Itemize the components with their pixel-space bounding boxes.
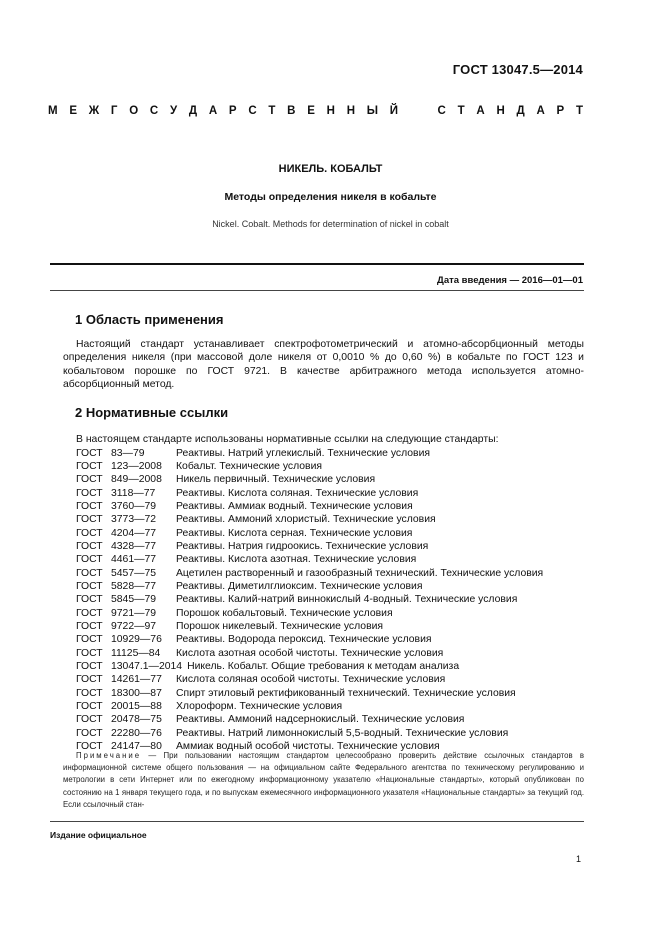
reference-prefix: ГОСТ [76, 674, 103, 686]
banner-letter: Д [188, 105, 198, 117]
reference-prefix: ГОСТ [76, 554, 103, 566]
banner-letter: А [536, 105, 545, 117]
reference-prefix: ГОСТ [76, 487, 103, 499]
banner-letter: Т [457, 105, 465, 117]
reference-number: 3760—79 [111, 500, 157, 512]
reference-number: 4328—77 [111, 540, 157, 552]
reference-number: 14261—77 [111, 674, 162, 686]
banner-letter: Й [389, 105, 399, 117]
reference-prefix: ГОСТ [76, 580, 103, 592]
reference-number: 20015—88 [111, 701, 162, 713]
reference-prefix: ГОСТ [76, 634, 103, 646]
reference-item [76, 500, 543, 513]
standard-number: ГОСТ 13047.5—2014 [452, 62, 583, 77]
reference-item [76, 727, 543, 740]
banner-letter: Е [307, 105, 315, 117]
reference-item [76, 620, 543, 633]
introduction-date: Дата введения — 2016—01—01 [437, 275, 583, 286]
banner-letter: М [48, 105, 58, 117]
footer-divider [50, 821, 584, 822]
banner-letter: Н [346, 105, 356, 117]
banner-letter: В [287, 105, 296, 117]
reference-number: 20478—75 [111, 714, 162, 726]
reference-item [76, 567, 543, 580]
banner-letter: Р [556, 105, 565, 117]
title-divider-thick [50, 263, 584, 265]
page-number: 1 [575, 854, 581, 864]
reference-title: Никель первичный. Технические условия [176, 474, 376, 486]
reference-number: 22280—76 [111, 727, 162, 739]
section-2-heading: 2 Нормативные ссылки [75, 405, 229, 420]
reference-prefix: ГОСТ [76, 620, 103, 632]
references-note [63, 750, 584, 811]
reference-item [76, 713, 543, 726]
banner-letter: С [437, 105, 446, 117]
reference-prefix: ГОСТ [76, 500, 103, 512]
banner-letter: О [129, 105, 139, 117]
section-1-heading: 1 Область применения [75, 312, 224, 327]
reference-number: 5845—79 [111, 594, 157, 606]
reference-prefix: ГОСТ [76, 741, 103, 753]
reference-title: Реактивы. Аммиак водный. Технические условия [176, 500, 413, 512]
reference-number: 11125—84 [111, 647, 161, 659]
reference-item [76, 593, 543, 606]
banner-letter: Т [268, 105, 276, 117]
reference-item [76, 473, 543, 486]
reference-title: Хлороформ. Технические условия [176, 701, 343, 713]
banner-letter: А [208, 105, 218, 117]
banner-letter: Г [110, 105, 118, 117]
document-title: НИКЕЛЬ. КОБАЛЬТ [278, 163, 383, 175]
reference-title: Реактивы. Кислота соляная. Технические условия [176, 487, 419, 499]
reference-item [76, 513, 543, 526]
reference-title: Реактивы. Кислота серная. Технические условия [176, 527, 413, 539]
reference-prefix: ГОСТ [76, 540, 103, 552]
reference-number: 4204—77 [111, 527, 157, 539]
section-1-text: Настоящий стандарт устанавливает спектрофотометрический и атомно-абсорбционный методы определения никеля (при массовой доле никеля от 0,0010 % до 0,60 %) в кобальте по ГОСТ 123 и кобальтовом порошке по ГОСТ 9721. В качестве арбитражного метода используется атомно-абсорбционный метод. [63, 339, 584, 391]
reference-number: 5457—75 [111, 567, 157, 579]
english-title: Nickel. Cobalt. Methods for determination of nickel in cobalt [212, 219, 449, 229]
reference-item [76, 607, 543, 620]
reference-number: 24147—80 [111, 741, 162, 753]
reference-title: Реактивы. Аммоний хлористый. Технические условия [176, 514, 436, 526]
reference-title: Реактивы. Аммоний надсернокислый. Технические условия [176, 714, 465, 726]
banner-letter: Ы [366, 105, 379, 117]
document-subtitle: Методы определения никеля в кобальте [224, 191, 437, 203]
reference-item [76, 580, 543, 593]
note-label: Примечание [76, 751, 142, 760]
banner-letter: Т [575, 105, 583, 117]
reference-title: Аммиак водный особой чистоты. Технические условия [176, 741, 440, 753]
reference-item [76, 700, 543, 713]
title-divider-thin [50, 290, 584, 291]
banner-letter: А [476, 105, 485, 117]
reference-title: Реактивы. Кислота азотная. Технические условия [176, 554, 417, 566]
reference-number: 849—2008 [111, 474, 162, 486]
reference-item [76, 660, 543, 673]
reference-prefix: ГОСТ [76, 607, 103, 619]
reference-number: 18300—87 [111, 687, 162, 699]
reference-prefix: ГОСТ [76, 567, 103, 579]
banner-letter: С [149, 105, 159, 117]
reference-title: Кобальт. Технические условия [176, 460, 323, 472]
reference-number: 9721—79 [111, 607, 157, 619]
reference-prefix: ГОСТ [76, 661, 103, 672]
reference-item [76, 487, 543, 500]
banner-letter: У [169, 105, 178, 117]
normative-references-list [76, 447, 543, 754]
reference-title: Реактивы. Калий-натрий виннокислый 4-водный. Технические условия [176, 594, 518, 606]
banner-letter: Н [326, 105, 335, 117]
reference-item [76, 687, 543, 700]
reference-prefix: ГОСТ [76, 727, 103, 739]
reference-title: Никель. Кобальт. Общие требования к методам анализа [187, 661, 460, 672]
reference-number: 83—79 [111, 447, 145, 459]
interstate-standard-banner [48, 105, 583, 117]
official-edition-label: Издание официальное [50, 830, 147, 840]
reference-title: Порошок никелевый. Технические условия [176, 620, 384, 632]
reference-item [76, 460, 543, 473]
reference-number: 5828—77 [111, 580, 157, 592]
reference-title: Реактивы. Натрия гидроокись. Технические условия [176, 540, 429, 552]
banner-letter: Р [228, 105, 237, 117]
reference-number: 9722—97 [111, 620, 157, 632]
reference-title: Реактивы. Натрий углекислый. Технические условия [176, 447, 430, 459]
reference-prefix: ГОСТ [76, 514, 103, 526]
banner-letter: Д [516, 105, 525, 117]
reference-prefix: ГОСТ [76, 687, 103, 699]
reference-title: Кислота азотная особой чистоты. Технические условия [176, 647, 444, 659]
reference-item [76, 447, 543, 460]
reference-number: 3773—72 [111, 514, 157, 526]
reference-prefix: ГОСТ [76, 527, 103, 539]
section-2-intro: В настоящем стандарте использованы нормативные ссылки на следующие стандарты: [76, 434, 499, 445]
reference-title: Реактивы. Водорода пероксид. Технические условия [176, 634, 432, 646]
banner-word-gap [410, 105, 426, 117]
note-text: — При пользовании настоящим стандартом целесообразно проверить действие ссылочных стандартов в информационной системе общего пользования — на официальном сайте Федерального агентства по техническому регулированию и метрологии в сети Интернет или по ежегодному информационному указателю «Национальные стандарты», который опубликован по состоянию на 1 января текущего года, и по выпускам ежемесячного информационного указателя «Национальные стандарты» за текущий год. Если ссылочный стан- [63, 751, 584, 809]
reference-prefix: ГОСТ [76, 594, 103, 606]
reference-title: Реактивы. Диметилглиоксим. Технические условия [176, 580, 423, 592]
reference-number: 4461—77 [111, 554, 157, 566]
reference-item [76, 647, 543, 660]
banner-letter: С [248, 105, 257, 117]
reference-item [76, 540, 543, 553]
reference-prefix: ГОСТ [76, 474, 103, 486]
reference-title: Реактивы. Натрий лимоннокислый 5,5-водный. Технические условия [176, 727, 509, 739]
reference-item [76, 527, 543, 540]
banner-letter: Н [496, 105, 505, 117]
reference-item [76, 633, 543, 646]
reference-title: Спирт этиловый ректификованный технический. Технические условия [176, 687, 516, 699]
banner-letter: Е [69, 105, 78, 117]
reference-prefix: ГОСТ [76, 647, 103, 659]
reference-item [76, 673, 543, 686]
reference-prefix: ГОСТ [76, 701, 103, 713]
reference-prefix: ГОСТ [76, 447, 103, 459]
reference-prefix: ГОСТ [76, 460, 103, 472]
reference-title: Порошок кобальтовый. Технические условия [176, 607, 393, 619]
reference-number: 123—2008 [111, 460, 162, 472]
reference-number: 13047.1—2014 [111, 661, 183, 672]
reference-title: Кислота соляная особой чистоты. Технические условия [176, 674, 446, 686]
banner-letter: Ж [88, 105, 100, 117]
reference-title: Ацетилен растворенный и газообразный технический. Технические условия [176, 567, 544, 579]
reference-number: 3118—77 [111, 487, 156, 499]
reference-item [76, 553, 543, 566]
reference-prefix: ГОСТ [76, 714, 103, 726]
reference-number: 10929—76 [111, 634, 162, 646]
